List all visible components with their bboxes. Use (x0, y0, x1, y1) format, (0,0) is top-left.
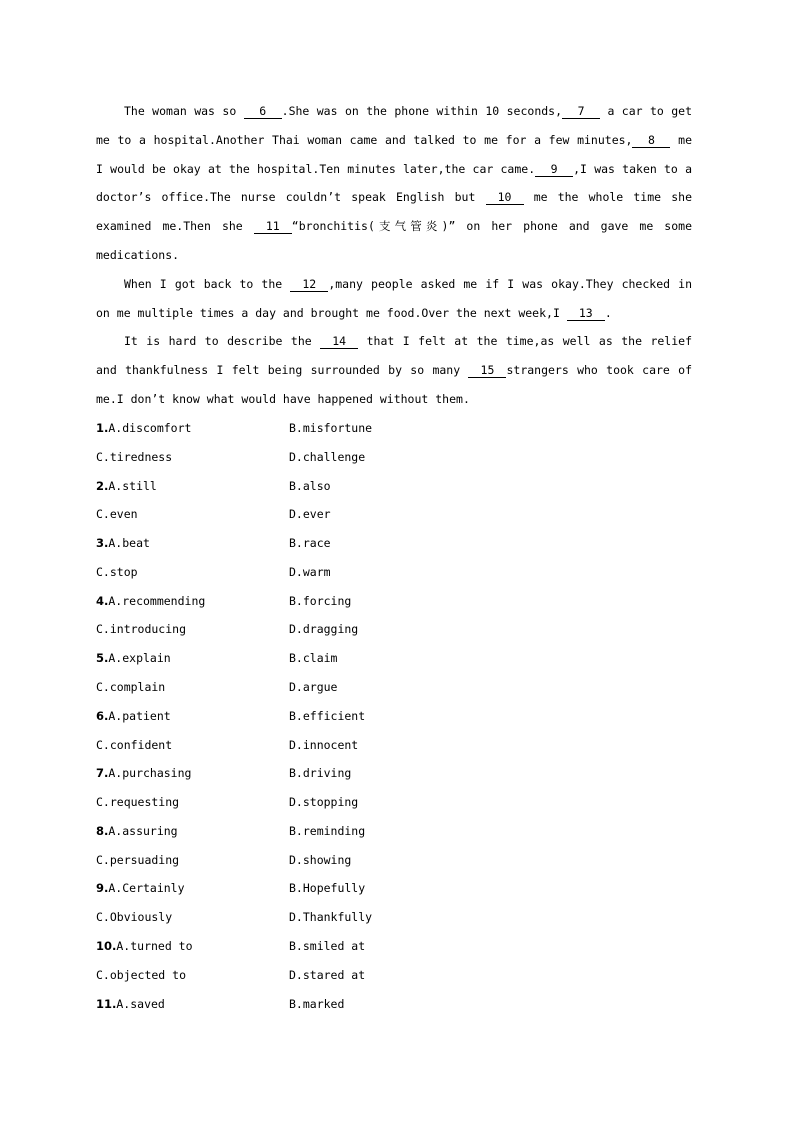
answer-blank-6: 6 (244, 104, 282, 119)
option-d: D.challenge (289, 449, 366, 464)
question-4-row-ab (96, 591, 205, 611)
option-d: D.innocent (289, 737, 359, 752)
option-c: C.confident (96, 737, 173, 752)
option-a: A.assuring (108, 823, 178, 838)
option-a: A.patient (108, 708, 171, 723)
option-b: B.race (289, 536, 331, 551)
option-d: D.stopping (289, 795, 359, 810)
option-b: B.marked (289, 996, 345, 1011)
question-3-row-ab (96, 533, 150, 553)
passage-text: ,I was taken to a doctor’s office.The nurse couldn’t speak English but (96, 161, 693, 205)
question-number: 7. (96, 766, 109, 781)
question-number: 8. (96, 823, 109, 838)
option-b: B.forcing (289, 593, 352, 608)
passage-text: strangers who took care of me.I don’t know what would have happened without them. (96, 362, 693, 406)
passage-paragraph-2 (96, 270, 692, 328)
option-c: C.Obviously (96, 910, 173, 925)
option-b: B.misfortune (289, 421, 373, 435)
option-d: D.showing (289, 852, 352, 867)
option-b: B.claim (289, 651, 338, 666)
question-7-row-ab (96, 763, 191, 783)
question-6-row-ab (96, 706, 171, 726)
question-2-row-ab (96, 476, 157, 496)
option-a: A.purchasing (108, 766, 192, 781)
option-d: D.warm (289, 564, 331, 579)
option-a: A.turned to (116, 939, 193, 954)
option-d: D.argue (289, 680, 338, 695)
option-b: B.reminding (289, 823, 366, 838)
question-10-row-ab (96, 936, 193, 956)
question-number: 5. (96, 651, 109, 666)
option-c: C.stop (96, 564, 138, 579)
question-number: 11. (96, 996, 117, 1011)
option-c: C.tiredness (96, 449, 173, 464)
question-1-row-ab (96, 418, 191, 438)
question-number: 6. (96, 708, 109, 723)
passage-text: me the whole time she examined me.Then she (96, 190, 692, 233)
question-number: 10. (96, 939, 117, 954)
option-b: B.efficient (289, 708, 366, 723)
question-number: 3. (96, 536, 109, 551)
option-a: A.still (108, 478, 157, 493)
option-d: D.Thankfully (289, 910, 373, 925)
passage-text: “bronchitis(支气管炎)” on her phone and gave me some medications. (96, 219, 692, 262)
passage-paragraph-1 (96, 97, 692, 270)
option-d: D.dragging (289, 622, 359, 637)
answer-blank-9: 9 (535, 162, 573, 177)
passage-text: that I felt at the time,as well as the relief and thankfulness I felt being surrounded by so many (96, 334, 692, 377)
option-a: A.saved (116, 996, 165, 1011)
answer-blank-7: 7 (562, 104, 600, 119)
passage-text: me I would be okay at the hospital.Ten minutes later,the car came. (96, 132, 692, 176)
option-a: A.recommending (108, 593, 206, 608)
option-a: A.explain (108, 651, 171, 666)
option-c: C.introducing (96, 622, 187, 637)
option-c: C.objected to (96, 967, 187, 982)
option-c: C.persuading (96, 852, 180, 867)
passage-text: It is hard to describe the (124, 334, 321, 348)
option-b: B.Hopefully (289, 881, 366, 896)
answer-blank-10: 10 (486, 190, 524, 205)
answer-blank-12: 12 (290, 277, 328, 292)
question-8-row-ab (96, 821, 178, 841)
answer-blank-11: 11 (254, 219, 292, 234)
passage-text: When I got back to the (124, 277, 291, 291)
option-b: B.driving (289, 766, 352, 781)
answer-blank-15: 15 (468, 363, 506, 378)
question-number: 4. (96, 593, 109, 608)
option-c: C.even (96, 507, 138, 522)
passage-text: .She was on the phone within 10 seconds, (281, 104, 563, 118)
question-5-row-ab (96, 648, 171, 668)
option-a: A.discomfort (108, 421, 192, 435)
question-number: 2. (96, 478, 109, 493)
answer-blank-14: 14 (320, 334, 358, 349)
option-a: A.beat (108, 536, 150, 551)
option-b: B.smiled at (289, 939, 366, 954)
passage-text: a car to get me to a hospital.Another Thai woman came and talked to me for a few minutes, (96, 104, 692, 147)
option-d: D.stared at (289, 967, 366, 982)
option-c: C.requesting (96, 795, 180, 810)
passage-paragraph-3 (96, 327, 692, 413)
option-a: A.Certainly (108, 881, 185, 896)
option-d: D.ever (289, 507, 331, 522)
question-9-row-ab (96, 878, 185, 898)
answer-blank-13: 13 (567, 306, 605, 321)
option-b: B.also (289, 478, 331, 493)
option-c: C.complain (96, 680, 166, 695)
answer-blank-8: 8 (632, 133, 670, 148)
passage-text: ,many people asked me if I was okay.They checked in on me multiple times a day and brought me food.Over the next week,I (96, 277, 692, 320)
passage-text: The woman was so (124, 104, 244, 118)
question-11-row-ab (96, 994, 165, 1014)
question-number: 9. (96, 881, 109, 896)
passage-text: . (604, 305, 612, 320)
question-number: 1. (96, 421, 109, 435)
